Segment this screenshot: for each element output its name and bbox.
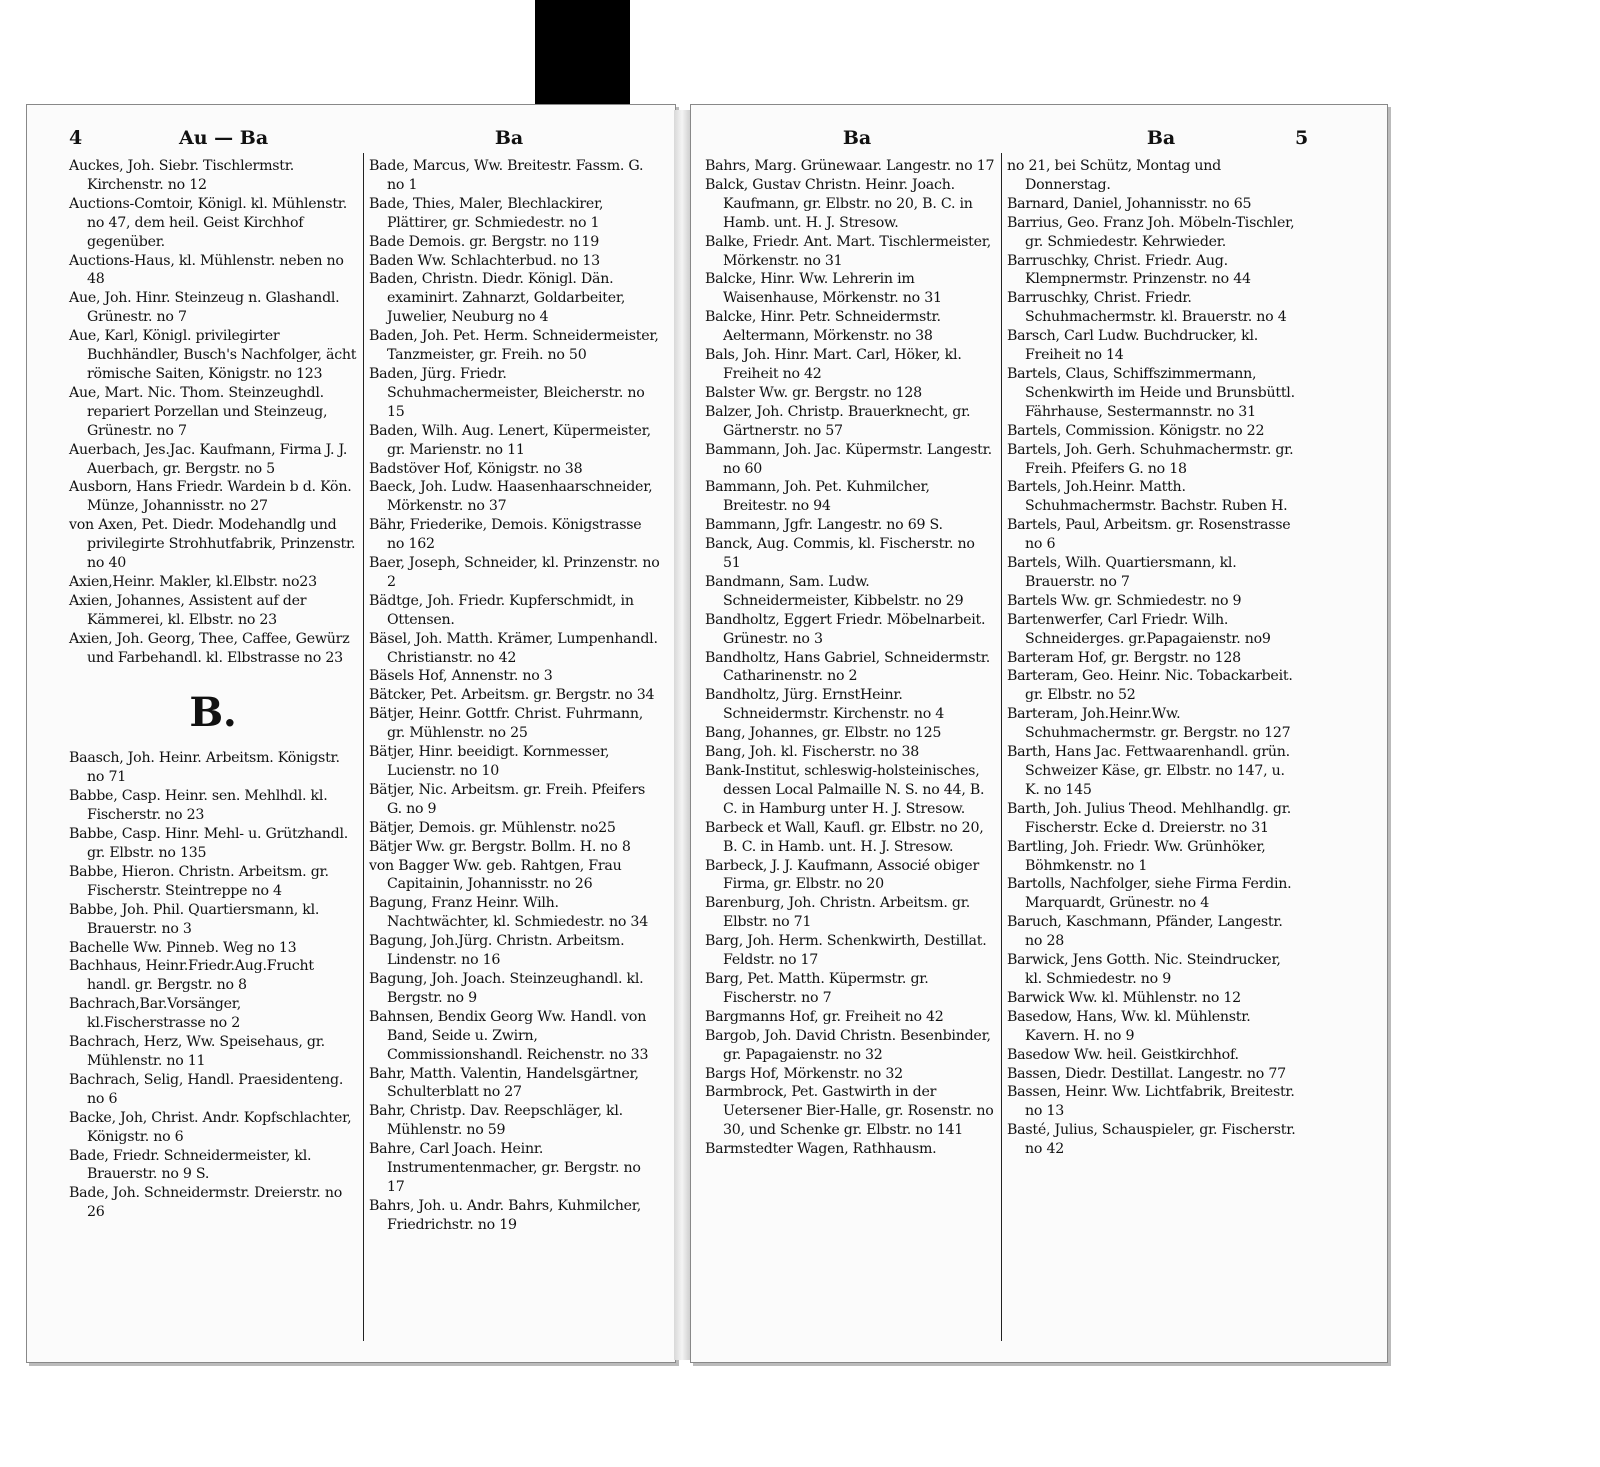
left-column-2: [369, 157, 661, 1235]
directory-entry: Auckes, Joh. Siebr. Tischlermstr. Kirchenstr. no 12: [69, 158, 294, 193]
directory-entry: Bachrach,Bar.Vorsänger, kl.Fischerstrasse no 2: [69, 996, 242, 1032]
directory-entry: Bartels, Joh. Gerh. Schuhmachermstr. gr. Freih. Pfeifers G. no 18: [1007, 441, 1294, 477]
directory-entry: Bagung, Joh. Joach. Steinzeughandl. kl. Bergstr. no 9: [369, 970, 644, 1006]
directory-entry: Babbe, Casp. Hinr. Mehl- u. Grützhandl. gr. Elbstr. no 135: [69, 826, 349, 861]
left-col2-title: Ba: [494, 127, 524, 149]
directory-entry: Balcke, Hinr. Petr. Schneidermstr. Aeltermann, Mörkenstr. no 38: [705, 309, 941, 345]
directory-entry: Basté, Julius, Schauspieler, gr. Fischerstr. no 42: [1007, 1122, 1296, 1158]
directory-entry: Baden, Christn. Diedr. Königl. Dän. examinirt. Zahnarzt, Goldarbeiter, Juwelier, Neuburg no 4: [369, 271, 626, 326]
directory-entry: Barruschky, Christ. Friedr. Aug. Klempnermstr. Prinzenstr. no 44: [1007, 252, 1251, 288]
directory-entry: Backe, Joh, Christ. Andr. Kopfschlachter, Königstr. no 6: [69, 1109, 352, 1145]
directory-entry: Bahre, Carl Joach. Heinr. Instrumentenmacher, gr. Bergstr. no 17: [369, 1141, 641, 1195]
directory-entry: Bahnsen, Bendix Georg Ww. Handl. von Band, Seide u. Zwirn, Commissionshandl. Reichenstr. no 33: [369, 1008, 649, 1063]
directory-entry: no 21, bei Schütz, Montag und Donnerstag.: [1007, 158, 1221, 193]
directory-entry: Banck, Aug. Commis, kl. Fischerstr. no 51: [705, 536, 975, 572]
right-page: [690, 104, 1388, 1363]
directory-entry: Balcke, Hinr. Ww. Lehrerin im Waisenhause, Mörkenstr. no 31: [705, 271, 942, 307]
directory-entry: Babbe, Hieron. Christn. Arbeitsm. gr. Fischerstr. Steintreppe no 4: [69, 863, 329, 899]
left-page-number: 4: [69, 127, 83, 149]
directory-entry: Barrius, Geo. Franz Joh. Möbeln-Tischler, gr. Schmiedestr. Kehrwieder.: [1007, 214, 1295, 250]
directory-entry: Bachrach, Herz, Ww. Speisehaus, gr. Mühlenstr. no 11: [69, 1034, 325, 1069]
directory-entry: Bartenwerfer, Carl Friedr. Wilh. Schneiderges. gr.Papagaienstr. no9: [1007, 611, 1271, 647]
directory-entry: Bartling, Joh. Friedr. Ww. Grünhöker, Böhmkenstr. no 1: [1007, 838, 1266, 874]
directory-entry: Bachhaus, Heinr.Friedr.Aug.Frucht handl. gr. Bergstr. no 8: [69, 958, 314, 994]
directory-entry: Bals, Joh. Hinr. Mart. Carl, Höker, kl. Freiheit no 42: [705, 347, 962, 382]
directory-entry: Barenburg, Joh. Christn. Arbeitsm. gr. Elbstr. no 71: [705, 895, 970, 931]
directory-entry: Bandmann, Sam. Ludw. Schneidermeister, Kibbelstr. no 29: [705, 573, 964, 609]
directory-entry: Bähr, Friederike, Demois. Königstrasse no 162: [369, 517, 642, 553]
directory-entry: Bang, Johannes, gr. Elbstr. no 125: [705, 725, 942, 742]
directory-entry: Bahr, Matth. Valentin, Handelsgärtner, Schulterblatt no 27: [369, 1065, 639, 1101]
directory-entry: Bank-Institut, schleswig-holsteinisches, dessen Local Palmaille N. S. no 44, B. C. in Hamburg unter H. J. Stresow.: [705, 763, 985, 817]
directory-entry: Bang, Joh. kl. Fischerstr. no 38: [705, 744, 920, 761]
directory-entry: Bäsels Hof, Annenstr. no 3: [369, 668, 553, 685]
directory-entry: Bachrach, Selig, Handl. Praesidenteng. no 6: [69, 1071, 344, 1107]
directory-entry: Bammann, Jgfr. Langestr. no 69 S.: [705, 517, 943, 534]
directory-entry: Bartels, Wilh. Quartiersmann, kl. Brauerstr. no 7: [1007, 555, 1237, 590]
directory-entry: Babbe, Joh. Phil. Quartiersmann, kl. Brauerstr. no 3: [69, 901, 320, 937]
directory-entry: Auctions-Haus, kl. Mühlenstr. neben no 48: [69, 252, 344, 288]
book-spine: [674, 110, 690, 1360]
column-rule: [1001, 153, 1002, 1341]
right-col1-title: Ba: [842, 127, 872, 149]
directory-entry: Bandholtz, Jürg. ErnstHeinr. Schneidermstr. Kirchenstr. no 4: [705, 687, 945, 723]
directory-entry: Barg, Joh. Herm. Schenkwirth, Destillat. Feldstr. no 17: [705, 933, 987, 969]
section-letter: B.: [189, 689, 237, 737]
directory-entry: Balck, Gustav Christn. Heinr. Joach. Kaufmann, gr. Elbstr. no 20, B. C. in Hamb. unt. H. J. Stresow.: [705, 176, 973, 231]
directory-entry: Bätjer, Nic. Arbeitsm. gr. Freih. Pfeifers G. no 9: [369, 781, 646, 817]
directory-entry: Bade Demois. gr. Bergstr. no 119: [369, 233, 599, 250]
directory-entry: Bassen, Diedr. Destillat. Langestr. no 77: [1007, 1065, 1286, 1082]
directory-entry: Bade, Joh. Schneidermstr. Dreierstr. no 26: [69, 1185, 342, 1221]
directory-entry: Bartels, Joh.Heinr. Matth. Schuhmachermstr. Bachstr. Ruben H.: [1007, 479, 1288, 515]
directory-entry: Barteram, Geo. Heinr. Nic. Tobackarbeit. gr. Elbstr. no 52: [1007, 668, 1293, 704]
directory-entry: Bätjer Ww. gr. Bergstr. Bollm. H. no 8: [369, 838, 631, 855]
directory-entry: Barteram, Joh.Heinr.Ww. Schuhmachermstr. gr. Bergstr. no 127: [1007, 706, 1291, 742]
directory-entry: Barsch, Carl Ludw. Buchdrucker, kl. Freiheit no 14: [1007, 328, 1259, 364]
directory-entry: Babbe, Casp. Heinr. sen. Mehlhdl. kl. Fischerstr. no 23: [69, 788, 328, 824]
directory-entry: Bartels, Commission. Königstr. no 22: [1007, 422, 1265, 439]
column-rule: [363, 153, 364, 1341]
directory-entry: Bädtge, Joh. Friedr. Kupferschmidt, in Ottensen.: [369, 592, 634, 628]
directory-entry: Baasch, Joh. Heinr. Arbeitsm. Königstr. no 71: [69, 750, 340, 786]
directory-entry: Bätcker, Pet. Arbeitsm. gr. Bergstr. no 34: [369, 687, 655, 704]
directory-entry: Axien, Johannes, Assistent auf der Kämmerei, kl. Elbstr. no 23: [69, 592, 307, 628]
directory-entry: Bahrs, Joh. u. Andr. Bahrs, Kuhmilcher, Friedrichstr. no 19: [369, 1197, 642, 1233]
directory-entry: Bargs Hof, Mörkenstr. no 32: [705, 1065, 903, 1082]
directory-entry: Barg, Pet. Matth. Küpermstr. gr. Fischerstr. no 7: [705, 970, 929, 1006]
directory-entry: Baer, Joseph, Schneider, kl. Prinzenstr. no 2: [369, 555, 660, 590]
right-col2-title: Ba: [1146, 127, 1176, 149]
directory-entry: Baden, Jürg. Friedr. Schuhmachermeister, Bleicherstr. no 15: [369, 365, 645, 420]
directory-entry: Balster Ww. gr. Bergstr. no 128: [705, 384, 922, 401]
right-page-number: 5: [1295, 127, 1309, 149]
directory-entry: Baden Ww. Schlachterbud. no 13: [369, 252, 600, 269]
directory-entry: Bachelle Ww. Pinneb. Weg no 13: [69, 939, 297, 956]
directory-entry: Bartels, Paul, Arbeitsm. gr. Rosenstrasse no 6: [1007, 517, 1291, 553]
directory-entry: Aue, Joh. Hinr. Steinzeug n. Glashandl. Grünestr. no 7: [69, 290, 340, 326]
directory-entry: Barbeck, J. J. Kaufmann, Associé obiger Firma, gr. Elbstr. no 20: [705, 857, 979, 893]
directory-entry: Baeck, Joh. Ludw. Haasenhaarschneider, Mörkenstr. no 37: [369, 479, 653, 515]
directory-entry: Bätjer, Heinr. Gottfr. Christ. Fuhrmann, gr. Mühlenstr. no 25: [369, 706, 643, 742]
directory-entry: Barmbrock, Pet. Gastwirth in der Uetersener Bier-Halle, gr. Rosenstr. no 30, und Schenke gr. Elbstr. no 141: [705, 1084, 994, 1139]
directory-entry: Aue, Mart. Nic. Thom. Steinzeughdl. repariert Porzellan und Steinzeug, Grünestr. no 7: [69, 384, 328, 439]
directory-entry: Barteram Hof, gr. Bergstr. no 128: [1007, 649, 1241, 666]
right-column-2: [1007, 157, 1301, 1159]
directory-entry: Bammann, Joh. Jac. Küpermstr. Langestr. no 60: [705, 441, 992, 477]
left-column-1: [69, 157, 357, 1222]
directory-entry: Barruschky, Christ. Friedr. Schuhmachermstr. kl. Brauerstr. no 4: [1007, 290, 1287, 326]
directory-entry: Bäsel, Joh. Matth. Krämer, Lumpenhandl. Christianstr. no 42: [369, 630, 658, 666]
directory-entry: Balzer, Joh. Christp. Brauerknecht, gr. Gärtnerstr. no 57: [705, 403, 971, 439]
directory-entry: Barth, Joh. Julius Theod. Mehlhandlg. gr. Fischerstr. Ecke d. Dreierstr. no 31: [1007, 800, 1291, 836]
directory-entry: Bagung, Joh.Jürg. Christn. Arbeitsm. Lindenstr. no 16: [369, 933, 625, 969]
directory-entry: Bartels Ww. gr. Schmiedestr. no 9: [1007, 592, 1242, 609]
directory-entry: Bandholtz, Eggert Friedr. Möbelnarbeit. Grünestr. no 3: [705, 611, 986, 647]
directory-entry: Basedow Ww. heil. Geistkirchhof.: [1007, 1046, 1239, 1063]
directory-entry: Auerbach, Jes.Jac. Kaufmann, Firma J. J. Auerbach, gr. Bergstr. no 5: [69, 441, 348, 477]
directory-entry: Barwick Ww. kl. Mühlenstr. no 12: [1007, 989, 1241, 1006]
scanner-gutter-bar: [535, 0, 630, 108]
directory-entry: von Bagger Ww. geb. Rahtgen, Frau Capitainin, Johannisstr. no 26: [369, 857, 622, 893]
directory-entry: Basedow, Hans, Ww. kl. Mühlenstr. Kavern. H. no 9: [1007, 1008, 1251, 1044]
directory-entry: Balke, Friedr. Ant. Mart. Tischlermeister, Mörkenstr. no 31: [705, 233, 991, 269]
directory-entry: Bandholtz, Hans Gabriel, Schneidermstr. Catharinenstr. no 2: [705, 649, 990, 685]
directory-entry: Bargmanns Hof, gr. Freiheit no 42: [705, 1008, 944, 1025]
directory-entry: Bassen, Heinr. Ww. Lichtfabrik, Breitestr. no 13: [1007, 1084, 1295, 1120]
directory-entry: Bartels, Claus, Schiffszimmermann, Schenkwirth im Heide und Brunsbüttl. Fährhause, Sestermannstr. no 31: [1007, 365, 1295, 420]
directory-entry: Bahr, Christp. Dav. Reepschläger, kl. Mühlenstr. no 59: [369, 1103, 623, 1139]
directory-entry: Bade, Thies, Maler, Blechlackirer, Plättirer, gr. Schmiedestr. no 1: [369, 195, 604, 231]
directory-entry: Barwick, Jens Gotth. Nic. Steindrucker, kl. Schmiedestr. no 9: [1007, 952, 1281, 987]
directory-entry: Bade, Marcus, Ww. Breitestr. Fassm. G. no 1: [369, 158, 644, 193]
directory-entry: Barbeck et Wall, Kaufl. gr. Elbstr. no 20, B. C. in Hamb. unt. H. J. Stresow.: [705, 819, 984, 855]
directory-entry: Bade, Friedr. Schneidermeister, kl. Brauerstr. no 9 S.: [69, 1147, 312, 1183]
directory-entry: Baden, Joh. Pet. Herm. Schneidermeister, Tanzmeister, gr. Freih. no 50: [369, 328, 659, 364]
directory-entry: Barnard, Daniel, Johannisstr. no 65: [1007, 195, 1252, 212]
directory-entry: Barth, Hans Jac. Fettwaarenhandl. grün. Schweizer Käse, gr. Elbstr. no 147, u. K. no 145: [1007, 744, 1290, 798]
directory-entry: Baden, Wilh. Aug. Lenert, Küpermeister, gr. Marienstr. no 11: [369, 422, 651, 458]
directory-entry: Bätjer, Hinr. beeidigt. Kornmesser, Lucienstr. no 10: [369, 744, 610, 779]
directory-entry: Baruch, Kaschmann, Pfänder, Langestr. no 28: [1007, 914, 1283, 950]
directory-entry: Badstöver Hof, Königstr. no 38: [369, 460, 583, 477]
directory-entry: Bammann, Joh. Pet. Kuhmilcher, Breitestr. no 94: [705, 479, 930, 515]
directory-entry: Bagung, Franz Heinr. Wilh. Nachtwächter, kl. Schmiedestr. no 34: [369, 895, 648, 931]
directory-entry: Aue, Karl, Königl. privilegirter Buchhändler, Busch's Nachfolger, ächt römische Saiten, Königstr. no 123: [69, 328, 357, 382]
directory-entry: Axien,Heinr. Makler, kl.Elbstr. no23: [69, 573, 317, 590]
directory-entry: von Axen, Pet. Diedr. Modehandlg und privilegirte Strohhutfabrik, Prinzenstr. no 40: [69, 517, 356, 572]
left-page-header: Au — Ba: [179, 127, 269, 149]
directory-entry: Axien, Joh. Georg, Thee, Caffee, Gewürz und Farbehandl. kl. Elbstrasse no 23: [69, 630, 350, 666]
directory-entry: Barmstedter Wagen, Rathhausm.: [705, 1141, 937, 1158]
directory-entry: Ausborn, Hans Friedr. Wardein b d. Kön. Münze, Johannisstr. no 27: [69, 479, 352, 515]
directory-entry: Auctions-Comtoir, Königl. kl. Mühlenstr. no 47, dem heil. Geist Kirchhof gegenüber.: [69, 195, 348, 250]
directory-entry: Bahrs, Marg. Grünewaar. Langestr. no 17: [705, 158, 995, 174]
right-column-1: [705, 157, 995, 1159]
directory-entry: Bätjer, Demois. gr. Mühlenstr. no25: [369, 819, 616, 836]
directory-entry: Bartolls, Nachfolger, siehe Firma Ferdin. Marquardt, Grünestr. no 4: [1007, 876, 1292, 912]
directory-entry: Bargob, Joh. David Christn. Besenbinder, gr. Papagaienstr. no 32: [705, 1027, 991, 1063]
left-page: [26, 104, 676, 1363]
